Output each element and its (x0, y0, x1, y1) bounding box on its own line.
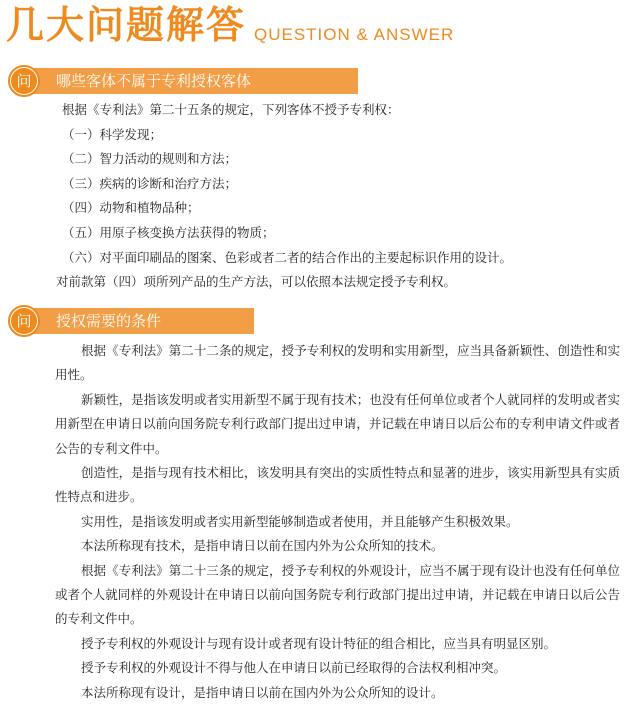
section-body-2 (55, 339, 620, 705)
section-title-2: 授权需要的条件 (22, 308, 254, 334)
paragraph: 根据《专利法》第二十三条的规定，授予专利权的外观设计，应当不属于现有设计也没有任何单位或者个人就同样的外观设计在申请日以前向国务院专利行政部门提出过申请，并记载在申请日以后公告的专利文件中。 (55, 562, 620, 627)
paragraph: 根据《专利法》第二十二条的规定，授予专利权的发明和实用新型，应当具备新颖性、创造性和实用性。 (55, 343, 620, 383)
list-item: （三）疾病的诊断和治疗方法； (62, 175, 238, 191)
question-badge-icon: 问 (8, 65, 40, 97)
paragraph: 本法所称现有设计，是指申请日以前在国内外为公众所知的设计。 (81, 684, 444, 700)
section-title-1: 哪些客体不属于专利授权客体 (22, 68, 358, 94)
list-item: （一）科学发现； (62, 126, 163, 142)
list-item: （二）智力活动的规则和方法； (62, 151, 238, 167)
page-subtitle: QUESTION & ANSWER (254, 25, 455, 44)
paragraph: 本法所称现有技术，是指申请日以前在国内外为公众所知的技术。 (81, 538, 444, 554)
section-body-1 (56, 98, 622, 295)
page-title: 几大问题解答 (6, 3, 247, 47)
paragraph: 新颖性，是指该发明或者实用新型不属于现有技术；也没有任何单位或者个人就同样的发明或者实用新型在申请日以前向国务院专利行政部门提出过申请，并记载在申请日以后公布的专利申请文件或者公告的专利文件中。 (55, 391, 620, 456)
paragraph: 授予专利权的外观设计不得与他人在申请日以前已经取得的合法权利相冲突。 (81, 660, 507, 676)
list-item: （五）用原子核变换方法获得的物质； (62, 224, 275, 240)
section-closing: 对前款第（四）项所列产品的生产方法，可以依照本法规定授予专利权。 (56, 274, 457, 290)
paragraph: 实用性，是指该发明或者实用新型能够制造或者使用，并且能够产生积极效果。 (81, 513, 519, 529)
paragraph: 授予专利权的外观设计与现有设计或者现有设计特征的组合相比，应当具有明显区别。 (81, 635, 557, 651)
list-item: （四）动物和植物品种； (62, 200, 200, 216)
section-intro: 根据《专利法》第二十五条的规定，下列客体不授予专利权： (62, 102, 400, 117)
paragraph: 创造性，是指与现有技术相比，该发明具有突出的实质性特点和显著的进步，该实用新型具有实质性特点和进步。 (55, 465, 620, 505)
list-item: （六）对平面印刷品的图案、色彩或者二者的结合作出的主要起标识作用的设计。 (62, 249, 513, 265)
question-badge-icon: 问 (8, 305, 40, 337)
